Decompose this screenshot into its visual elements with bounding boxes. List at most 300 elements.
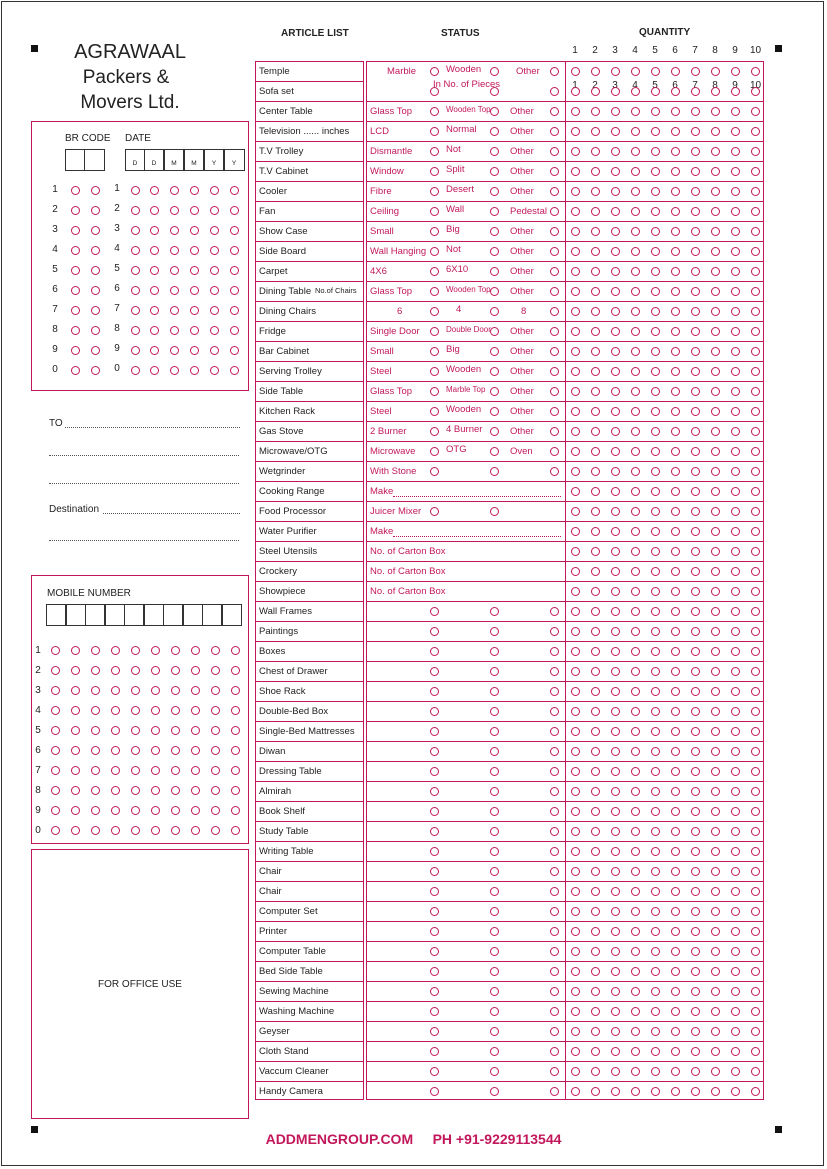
quantity-bubble[interactable]: [711, 1087, 720, 1096]
quantity-bubble[interactable]: [671, 347, 680, 356]
status-bubble[interactable]: [430, 427, 439, 436]
mobile-bubble[interactable]: [131, 706, 140, 715]
status-bubble[interactable]: [430, 127, 439, 136]
mobile-bubble[interactable]: [151, 766, 160, 775]
quantity-bubble[interactable]: [671, 727, 680, 736]
quantity-bubble[interactable]: [711, 527, 720, 536]
status-bubble[interactable]: [430, 67, 439, 76]
mobile-bubble[interactable]: [131, 746, 140, 755]
quantity-bubble[interactable]: [591, 867, 600, 876]
quantity-bubble[interactable]: [651, 747, 660, 756]
quantity-bubble[interactable]: [691, 967, 700, 976]
date-bubble[interactable]: [170, 306, 179, 315]
quantity-bubble[interactable]: [591, 727, 600, 736]
mobile-bubble[interactable]: [231, 726, 240, 735]
mobile-digit-cell[interactable]: [222, 604, 242, 626]
br-code-bubble[interactable]: [71, 326, 80, 335]
status-bubble[interactable]: [490, 987, 499, 996]
mobile-bubble[interactable]: [91, 646, 100, 655]
quantity-bubble[interactable]: [571, 947, 580, 956]
mobile-bubble[interactable]: [91, 666, 100, 675]
quantity-bubble[interactable]: [691, 227, 700, 236]
quantity-bubble[interactable]: [651, 987, 660, 996]
date-bubble[interactable]: [210, 346, 219, 355]
quantity-bubble[interactable]: [611, 467, 620, 476]
quantity-bubble[interactable]: [731, 567, 740, 576]
status-bubble[interactable]: [550, 987, 559, 996]
quantity-bubble[interactable]: [571, 447, 580, 456]
quantity-bubble[interactable]: [571, 367, 580, 376]
mobile-bubble[interactable]: [131, 726, 140, 735]
status-bubble[interactable]: [550, 1087, 559, 1096]
quantity-bubble[interactable]: [731, 627, 740, 636]
status-bubble[interactable]: [490, 787, 499, 796]
date-bubble[interactable]: [131, 366, 140, 375]
quantity-bubble[interactable]: [611, 627, 620, 636]
quantity-bubble[interactable]: [631, 427, 640, 436]
quantity-bubble[interactable]: [631, 687, 640, 696]
mobile-bubble[interactable]: [231, 806, 240, 815]
quantity-bubble[interactable]: [711, 347, 720, 356]
quantity-bubble[interactable]: [611, 787, 620, 796]
quantity-bubble[interactable]: [671, 1007, 680, 1016]
quantity-bubble[interactable]: [751, 1087, 760, 1096]
quantity-bubble[interactable]: [571, 127, 580, 136]
quantity-bubble[interactable]: [631, 1007, 640, 1016]
date-bubble[interactable]: [230, 266, 239, 275]
br-code-bubble[interactable]: [71, 346, 80, 355]
quantity-bubble[interactable]: [731, 187, 740, 196]
quantity-bubble[interactable]: [591, 907, 600, 916]
quantity-bubble[interactable]: [691, 367, 700, 376]
br-code-bubble[interactable]: [91, 266, 100, 275]
quantity-bubble[interactable]: [751, 107, 760, 116]
quantity-bubble[interactable]: [631, 667, 640, 676]
quantity-bubble[interactable]: [751, 147, 760, 156]
mobile-digit-cell[interactable]: [183, 604, 203, 626]
status-bubble[interactable]: [430, 987, 439, 996]
quantity-bubble[interactable]: [651, 967, 660, 976]
mobile-bubble[interactable]: [151, 746, 160, 755]
mobile-digit-cell[interactable]: [46, 604, 66, 626]
quantity-bubble[interactable]: [731, 307, 740, 316]
br-code-bubble[interactable]: [91, 186, 100, 195]
date-bubble[interactable]: [170, 206, 179, 215]
quantity-bubble[interactable]: [671, 287, 680, 296]
date-bubble[interactable]: [210, 326, 219, 335]
quantity-bubble[interactable]: [691, 747, 700, 756]
quantity-bubble[interactable]: [611, 727, 620, 736]
mobile-digit-cell[interactable]: [85, 604, 105, 626]
quantity-bubble[interactable]: [751, 167, 760, 176]
quantity-bubble[interactable]: [731, 167, 740, 176]
quantity-bubble[interactable]: [751, 627, 760, 636]
quantity-bubble[interactable]: [611, 287, 620, 296]
quantity-bubble[interactable]: [651, 147, 660, 156]
quantity-bubble[interactable]: [751, 327, 760, 336]
quantity-bubble[interactable]: [571, 1067, 580, 1076]
quantity-bubble[interactable]: [611, 927, 620, 936]
mobile-bubble[interactable]: [171, 686, 180, 695]
quantity-bubble[interactable]: [731, 967, 740, 976]
status-bubble[interactable]: [550, 387, 559, 396]
quantity-bubble[interactable]: [651, 787, 660, 796]
quantity-bubble[interactable]: [711, 187, 720, 196]
date-bubble[interactable]: [150, 186, 159, 195]
quantity-bubble[interactable]: [731, 107, 740, 116]
status-bubble[interactable]: [490, 267, 499, 276]
mobile-bubble[interactable]: [111, 666, 120, 675]
quantity-bubble[interactable]: [711, 627, 720, 636]
quantity-bubble[interactable]: [571, 67, 580, 76]
mobile-bubble[interactable]: [211, 686, 220, 695]
date-bubble[interactable]: [170, 246, 179, 255]
quantity-bubble[interactable]: [671, 327, 680, 336]
date-bubble[interactable]: [131, 306, 140, 315]
quantity-bubble[interactable]: [571, 907, 580, 916]
status-bubble[interactable]: [430, 107, 439, 116]
quantity-bubble[interactable]: [651, 927, 660, 936]
date-bubble[interactable]: [210, 306, 219, 315]
br-code-bubble[interactable]: [71, 266, 80, 275]
quantity-bubble[interactable]: [631, 67, 640, 76]
quantity-bubble[interactable]: [591, 707, 600, 716]
quantity-bubble[interactable]: [691, 867, 700, 876]
quantity-bubble[interactable]: [711, 747, 720, 756]
quantity-bubble[interactable]: [731, 747, 740, 756]
quantity-bubble[interactable]: [631, 647, 640, 656]
status-bubble[interactable]: [430, 867, 439, 876]
quantity-bubble[interactable]: [591, 147, 600, 156]
status-bubble[interactable]: [550, 767, 559, 776]
quantity-bubble[interactable]: [631, 407, 640, 416]
mobile-bubble[interactable]: [191, 726, 200, 735]
status-bubble[interactable]: [430, 327, 439, 336]
quantity-bubble[interactable]: [671, 587, 680, 596]
quantity-bubble[interactable]: [671, 1027, 680, 1036]
quantity-bubble[interactable]: [691, 567, 700, 576]
status-bubble[interactable]: [550, 407, 559, 416]
quantity-bubble[interactable]: [751, 487, 760, 496]
mobile-digit-cell[interactable]: [163, 604, 183, 626]
quantity-bubble[interactable]: [651, 1007, 660, 1016]
quantity-bubble[interactable]: [751, 947, 760, 956]
mobile-bubble[interactable]: [51, 686, 60, 695]
status-bubble[interactable]: [550, 787, 559, 796]
quantity-bubble[interactable]: [731, 787, 740, 796]
status-bubble[interactable]: [490, 967, 499, 976]
br-code-bubble[interactable]: [71, 286, 80, 295]
quantity-bubble[interactable]: [671, 427, 680, 436]
quantity-bubble[interactable]: [751, 267, 760, 276]
quantity-bubble[interactable]: [631, 127, 640, 136]
quantity-bubble[interactable]: [631, 827, 640, 836]
quantity-bubble[interactable]: [571, 687, 580, 696]
quantity-bubble[interactable]: [611, 247, 620, 256]
quantity-bubble[interactable]: [731, 407, 740, 416]
mobile-bubble[interactable]: [191, 746, 200, 755]
br-code-bubble[interactable]: [71, 366, 80, 375]
date-bubble[interactable]: [230, 246, 239, 255]
quantity-bubble[interactable]: [571, 927, 580, 936]
mobile-bubble[interactable]: [51, 706, 60, 715]
status-bubble[interactable]: [490, 927, 499, 936]
mobile-bubble[interactable]: [171, 786, 180, 795]
quantity-bubble[interactable]: [571, 787, 580, 796]
mobile-bubble[interactable]: [171, 766, 180, 775]
quantity-bubble[interactable]: [671, 967, 680, 976]
quantity-bubble[interactable]: [591, 1007, 600, 1016]
quantity-bubble[interactable]: [631, 347, 640, 356]
quantity-bubble[interactable]: [611, 527, 620, 536]
quantity-bubble[interactable]: [591, 87, 600, 96]
quantity-bubble[interactable]: [571, 887, 580, 896]
quantity-bubble[interactable]: [731, 427, 740, 436]
quantity-bubble[interactable]: [731, 547, 740, 556]
date-bubble[interactable]: [150, 286, 159, 295]
quantity-bubble[interactable]: [671, 227, 680, 236]
status-bubble[interactable]: [490, 827, 499, 836]
destination-line[interactable]: [49, 540, 239, 541]
quantity-bubble[interactable]: [711, 687, 720, 696]
mobile-bubble[interactable]: [151, 726, 160, 735]
quantity-bubble[interactable]: [611, 387, 620, 396]
quantity-bubble[interactable]: [691, 427, 700, 436]
quantity-bubble[interactable]: [611, 107, 620, 116]
quantity-bubble[interactable]: [731, 267, 740, 276]
quantity-bubble[interactable]: [711, 207, 720, 216]
mobile-bubble[interactable]: [51, 726, 60, 735]
quantity-bubble[interactable]: [711, 727, 720, 736]
quantity-bubble[interactable]: [731, 1047, 740, 1056]
br-code-bubble[interactable]: [91, 366, 100, 375]
quantity-bubble[interactable]: [671, 1047, 680, 1056]
quantity-bubble[interactable]: [691, 307, 700, 316]
status-bubble[interactable]: [550, 667, 559, 676]
mobile-bubble[interactable]: [51, 646, 60, 655]
mobile-bubble[interactable]: [171, 746, 180, 755]
date-bubble[interactable]: [150, 246, 159, 255]
quantity-bubble[interactable]: [691, 387, 700, 396]
quantity-bubble[interactable]: [651, 407, 660, 416]
quantity-bubble[interactable]: [751, 307, 760, 316]
mobile-bubble[interactable]: [231, 646, 240, 655]
quantity-bubble[interactable]: [711, 367, 720, 376]
quantity-bubble[interactable]: [651, 687, 660, 696]
quantity-bubble[interactable]: [731, 247, 740, 256]
mobile-bubble[interactable]: [211, 766, 220, 775]
quantity-bubble[interactable]: [731, 67, 740, 76]
mobile-bubble[interactable]: [71, 826, 80, 835]
quantity-bubble[interactable]: [631, 1087, 640, 1096]
quantity-bubble[interactable]: [571, 567, 580, 576]
mobile-digit-cell[interactable]: [124, 604, 144, 626]
quantity-bubble[interactable]: [651, 67, 660, 76]
quantity-bubble[interactable]: [751, 847, 760, 856]
status-bubble[interactable]: [490, 167, 499, 176]
quantity-bubble[interactable]: [591, 287, 600, 296]
date-bubble[interactable]: [190, 346, 199, 355]
quantity-bubble[interactable]: [671, 307, 680, 316]
quantity-bubble[interactable]: [731, 947, 740, 956]
quantity-bubble[interactable]: [631, 967, 640, 976]
quantity-bubble[interactable]: [611, 1067, 620, 1076]
mobile-bubble[interactable]: [91, 746, 100, 755]
quantity-bubble[interactable]: [671, 567, 680, 576]
status-bubble[interactable]: [430, 1007, 439, 1016]
status-bubble[interactable]: [550, 967, 559, 976]
quantity-bubble[interactable]: [651, 287, 660, 296]
status-bubble[interactable]: [430, 1027, 439, 1036]
status-bubble[interactable]: [430, 627, 439, 636]
quantity-bubble[interactable]: [711, 767, 720, 776]
mobile-bubble[interactable]: [91, 786, 100, 795]
mobile-bubble[interactable]: [151, 666, 160, 675]
status-bubble[interactable]: [550, 1047, 559, 1056]
status-bubble[interactable]: [490, 327, 499, 336]
quantity-bubble[interactable]: [611, 507, 620, 516]
quantity-bubble[interactable]: [751, 647, 760, 656]
quantity-bubble[interactable]: [611, 947, 620, 956]
quantity-bubble[interactable]: [651, 487, 660, 496]
date-bubble[interactable]: [230, 366, 239, 375]
status-bubble[interactable]: [430, 367, 439, 376]
quantity-bubble[interactable]: [651, 727, 660, 736]
br-code-bubble[interactable]: [91, 246, 100, 255]
status-bubble[interactable]: [430, 1067, 439, 1076]
quantity-bubble[interactable]: [731, 1007, 740, 1016]
date-bubble[interactable]: [230, 326, 239, 335]
status-bubble[interactable]: [490, 1027, 499, 1036]
quantity-bubble[interactable]: [751, 207, 760, 216]
quantity-bubble[interactable]: [731, 87, 740, 96]
quantity-bubble[interactable]: [611, 767, 620, 776]
quantity-bubble[interactable]: [611, 647, 620, 656]
quantity-bubble[interactable]: [631, 247, 640, 256]
quantity-bubble[interactable]: [651, 1087, 660, 1096]
status-bubble[interactable]: [430, 1087, 439, 1096]
date-bubble[interactable]: [131, 206, 140, 215]
mobile-bubble[interactable]: [231, 786, 240, 795]
status-bubble[interactable]: [430, 247, 439, 256]
mobile-bubble[interactable]: [231, 686, 240, 695]
mobile-bubble[interactable]: [91, 726, 100, 735]
quantity-bubble[interactable]: [711, 447, 720, 456]
quantity-bubble[interactable]: [711, 967, 720, 976]
quantity-bubble[interactable]: [651, 1067, 660, 1076]
quantity-bubble[interactable]: [631, 547, 640, 556]
quantity-bubble[interactable]: [711, 787, 720, 796]
quantity-bubble[interactable]: [591, 507, 600, 516]
quantity-bubble[interactable]: [691, 527, 700, 536]
quantity-bubble[interactable]: [691, 847, 700, 856]
quantity-bubble[interactable]: [651, 707, 660, 716]
quantity-bubble[interactable]: [691, 547, 700, 556]
quantity-bubble[interactable]: [591, 807, 600, 816]
status-bubble[interactable]: [430, 267, 439, 276]
status-bubble[interactable]: [430, 827, 439, 836]
status-bubble[interactable]: [430, 87, 439, 96]
status-bubble[interactable]: [490, 1087, 499, 1096]
quantity-bubble[interactable]: [711, 827, 720, 836]
quantity-bubble[interactable]: [571, 847, 580, 856]
quantity-bubble[interactable]: [591, 387, 600, 396]
quantity-bubble[interactable]: [631, 447, 640, 456]
date-bubble[interactable]: [131, 186, 140, 195]
quantity-bubble[interactable]: [591, 967, 600, 976]
quantity-bubble[interactable]: [611, 607, 620, 616]
quantity-bubble[interactable]: [671, 607, 680, 616]
mobile-bubble[interactable]: [231, 666, 240, 675]
status-bubble[interactable]: [490, 367, 499, 376]
quantity-bubble[interactable]: [571, 167, 580, 176]
status-bubble[interactable]: [490, 667, 499, 676]
mobile-bubble[interactable]: [71, 686, 80, 695]
status-bubble[interactable]: [550, 607, 559, 616]
quantity-bubble[interactable]: [671, 627, 680, 636]
quantity-bubble[interactable]: [571, 267, 580, 276]
quantity-bubble[interactable]: [651, 227, 660, 236]
quantity-bubble[interactable]: [731, 1027, 740, 1036]
quantity-bubble[interactable]: [611, 67, 620, 76]
mobile-digit-cell[interactable]: [144, 604, 164, 626]
quantity-bubble[interactable]: [691, 947, 700, 956]
quantity-bubble[interactable]: [691, 627, 700, 636]
quantity-bubble[interactable]: [691, 87, 700, 96]
quantity-bubble[interactable]: [671, 547, 680, 556]
mobile-bubble[interactable]: [111, 746, 120, 755]
quantity-bubble[interactable]: [711, 1047, 720, 1056]
quantity-bubble[interactable]: [631, 87, 640, 96]
quantity-bubble[interactable]: [651, 267, 660, 276]
quantity-bubble[interactable]: [691, 207, 700, 216]
quantity-bubble[interactable]: [711, 867, 720, 876]
quantity-bubble[interactable]: [711, 307, 720, 316]
status-bubble[interactable]: [550, 187, 559, 196]
status-bubble[interactable]: [550, 927, 559, 936]
mobile-bubble[interactable]: [71, 666, 80, 675]
quantity-bubble[interactable]: [691, 1067, 700, 1076]
quantity-bubble[interactable]: [751, 867, 760, 876]
status-bubble[interactable]: [490, 727, 499, 736]
quantity-bubble[interactable]: [651, 207, 660, 216]
br-code-bubble[interactable]: [91, 286, 100, 295]
quantity-bubble[interactable]: [691, 467, 700, 476]
status-bubble[interactable]: [490, 427, 499, 436]
status-bubble[interactable]: [490, 467, 499, 476]
status-bubble[interactable]: [490, 907, 499, 916]
quantity-bubble[interactable]: [691, 247, 700, 256]
quantity-bubble[interactable]: [751, 987, 760, 996]
status-bubble[interactable]: [550, 747, 559, 756]
quantity-bubble[interactable]: [651, 107, 660, 116]
quantity-bubble[interactable]: [591, 427, 600, 436]
mobile-bubble[interactable]: [171, 826, 180, 835]
date-bubble[interactable]: [210, 246, 219, 255]
status-bubble[interactable]: [550, 267, 559, 276]
quantity-bubble[interactable]: [611, 867, 620, 876]
quantity-bubble[interactable]: [591, 627, 600, 636]
quantity-bubble[interactable]: [591, 1067, 600, 1076]
mobile-bubble[interactable]: [191, 826, 200, 835]
quantity-bubble[interactable]: [671, 927, 680, 936]
quantity-bubble[interactable]: [611, 447, 620, 456]
status-bubble[interactable]: [490, 87, 499, 96]
quantity-bubble[interactable]: [591, 207, 600, 216]
quantity-bubble[interactable]: [571, 547, 580, 556]
quantity-bubble[interactable]: [651, 247, 660, 256]
quantity-bubble[interactable]: [651, 607, 660, 616]
